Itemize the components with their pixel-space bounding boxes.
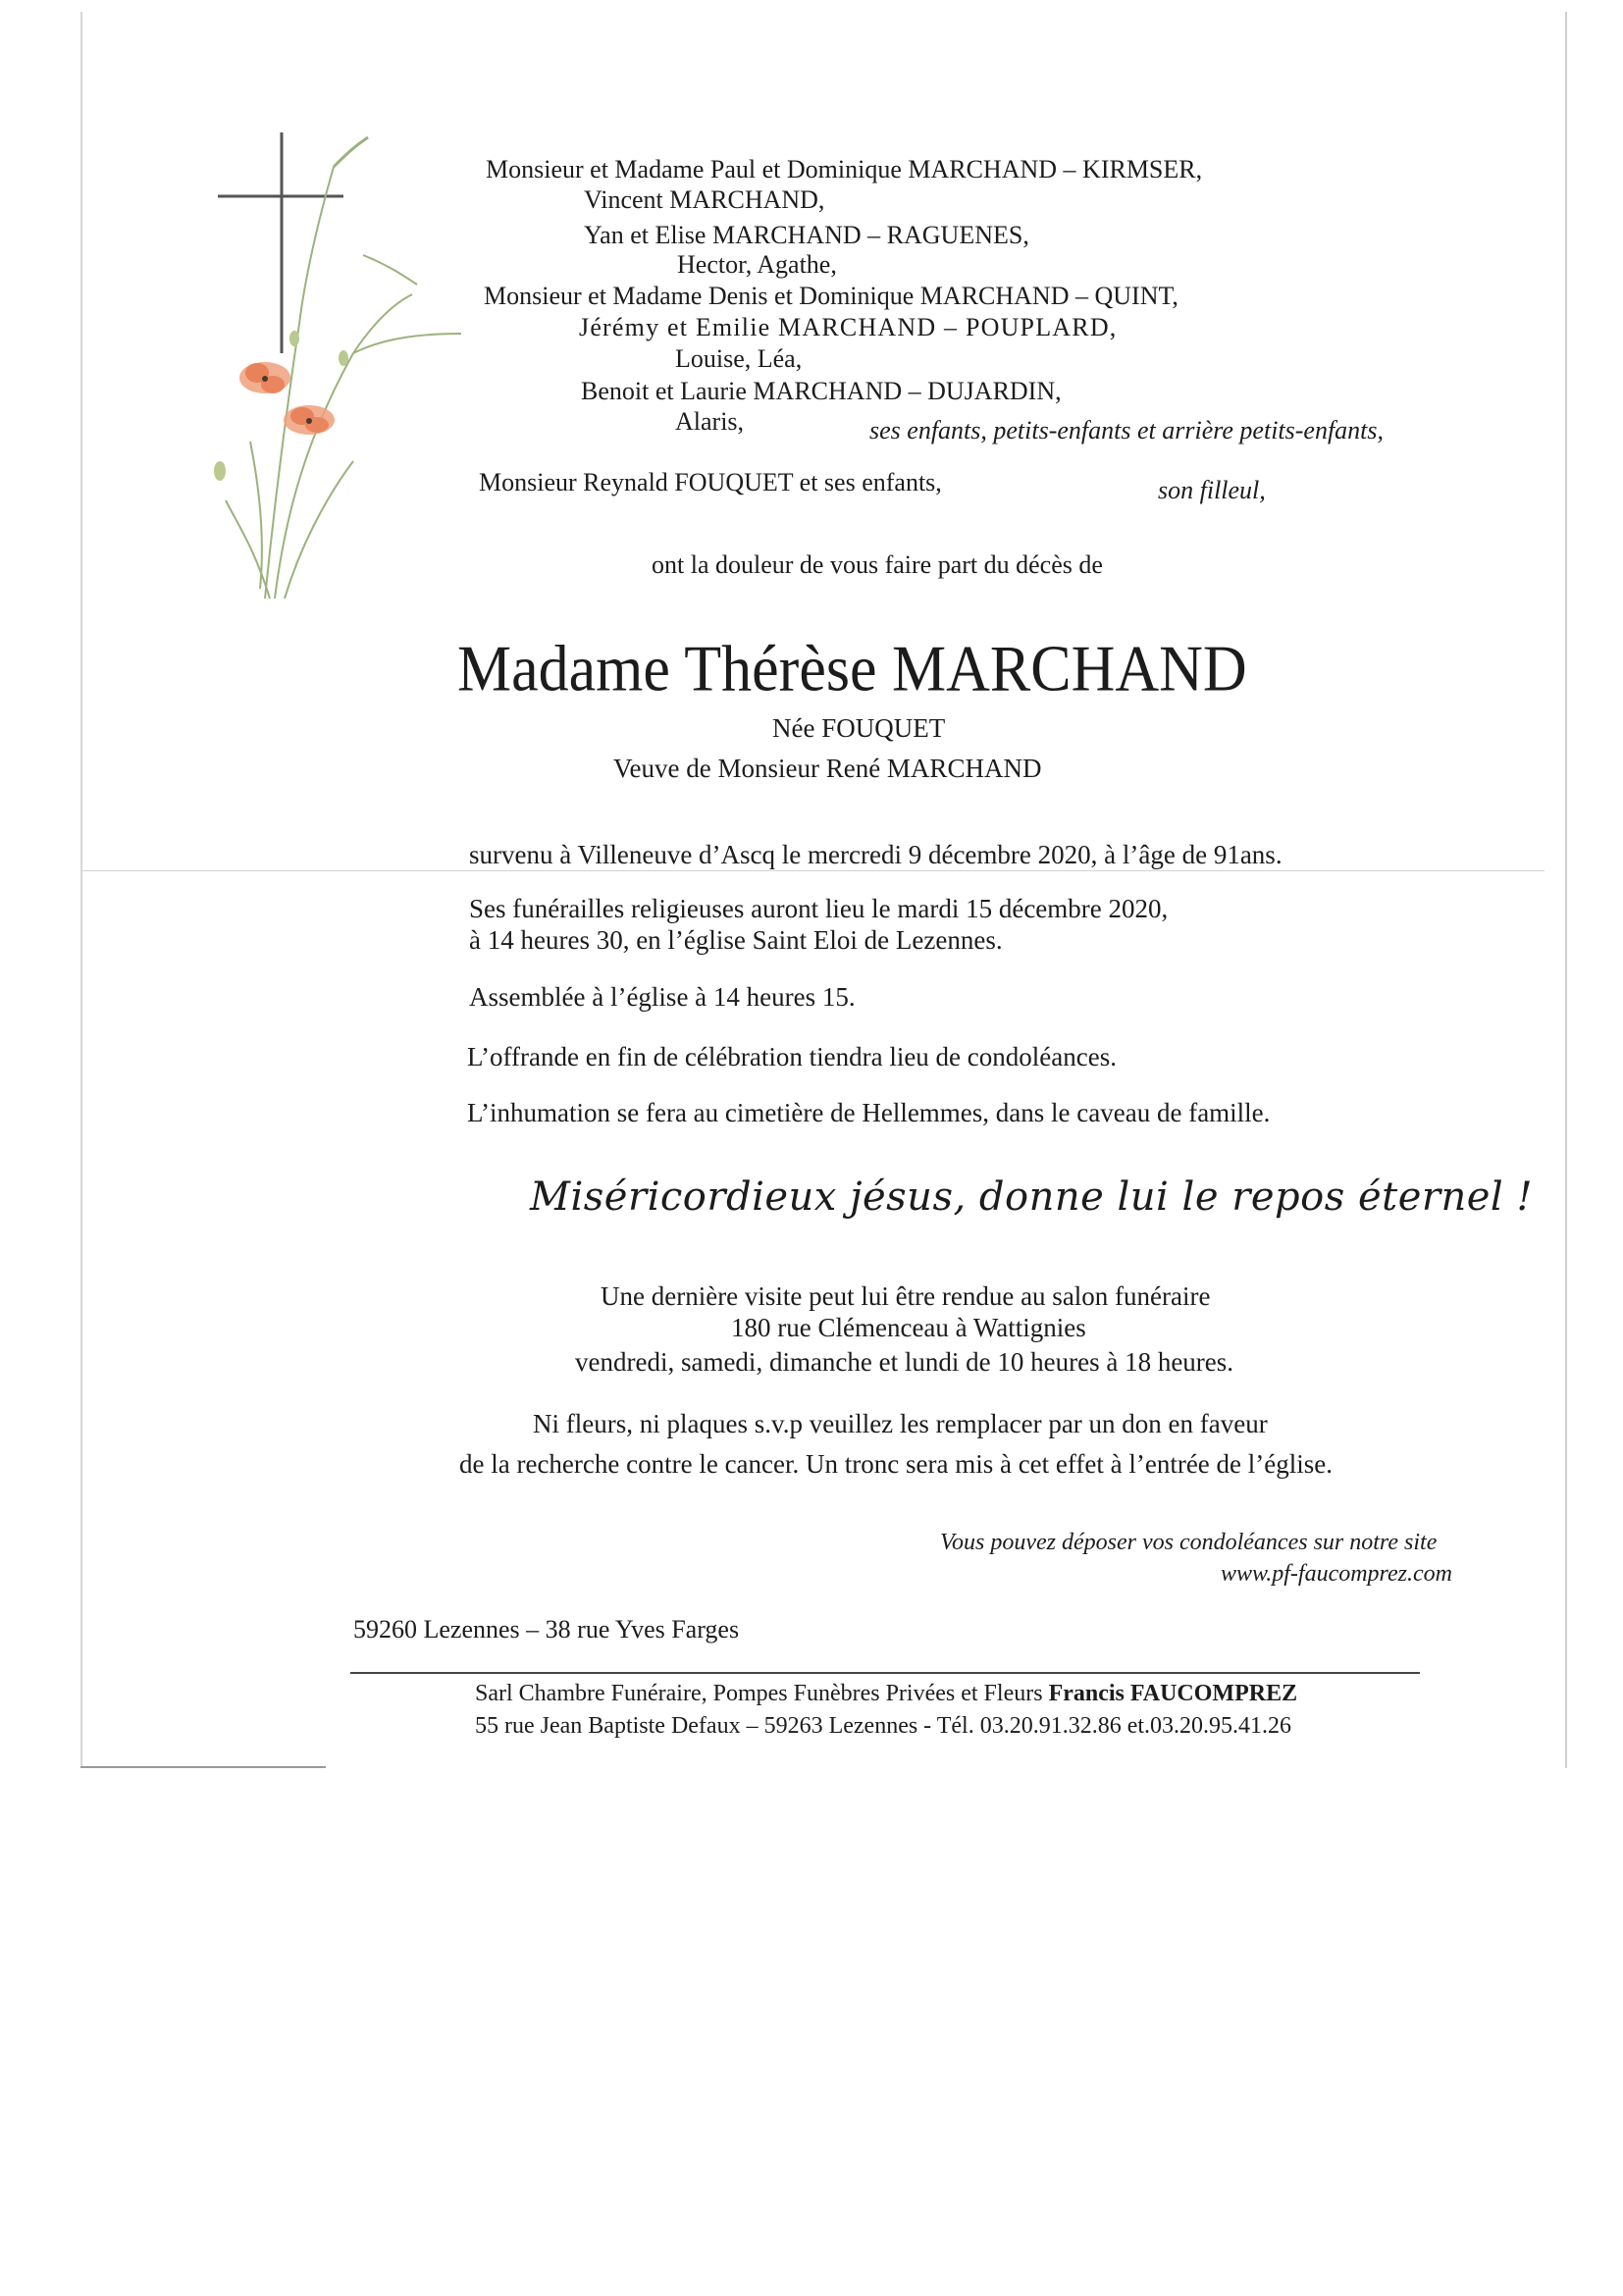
funeral-home-line-1 [475,1680,1297,1707]
funeral-line-2: à 14 heures 30, en l’église Saint Eloi de Lezennes. [469,925,1003,955]
sheet-left-edge [80,12,82,1768]
funeral-line-1: Ses funérailles religieuses auront lieu le mardi 15 décembre 2020, [469,894,1169,923]
family-address: 59260 Lezennes – 38 rue Yves Farges [353,1615,740,1644]
visit-line-3: vendredi, samedi, dimanche et lundi de 10 heures à 18 heures. [575,1347,1234,1377]
condolences-website[interactable]: www.pf-faucomprez.com [1221,1561,1452,1587]
offering-text: L’offrande en fin de célébration tiendra lieu de condoléances. [467,1042,1117,1071]
burial-text: L’inhumation se fera au cimetière de Hellemmes, dans le caveau de famille. [467,1098,1271,1127]
family-line-9: Alaris, [675,407,745,436]
visit-line-2: 180 rue Clémenceau à Wattignies [731,1313,1086,1342]
widow-of: Veuve de Monsieur René MARCHAND [613,754,1042,783]
condolences-line-1: Vous pouvez déposer vos condoléances sur notre site [940,1530,1438,1555]
relation-godson: son filleul, [1158,476,1266,504]
family-line-8: Benoit et Laurie MARCHAND – DUJARDIN, [581,377,1062,405]
family-line-5: Monsieur et Madame Denis et Dominique MARCHAND – QUINT, [484,282,1178,310]
family-line-1: Monsieur et Madame Paul et Dominique MARCHAND – KIRMSER, [486,155,1203,183]
fold-line [82,870,1544,871]
prayer-text: Miséricordieux jésus, donne lui le repos éternel ! [530,1174,1534,1220]
funeral-home-line-2: 55 rue Jean Baptiste Defaux – 59263 Lezennes - Tél. 03.20.91.32.86 et.03.20.95.41.26 [475,1713,1292,1739]
flowers-line-1: Ni fleurs, ni plaques s.v.p veuillez les remplacer par un don en faveur [533,1409,1268,1438]
cross-icon [218,132,343,353]
footer-divider [350,1672,1420,1674]
announcement-text: ont la douleur de vous faire part du décès de [652,550,1103,579]
family-line-3: Yan et Elise MARCHAND – RAGUENES, [584,221,1029,249]
sheet-right-edge [1565,12,1567,1768]
sheet-bottom-edge [80,1766,326,1768]
cross-poppy-illustration [206,128,481,618]
visit-line-1: Une dernière visite peut lui être rendue au salon funéraire [601,1281,1211,1311]
deceased-name: Madame Thérèse MARCHAND [457,633,1247,705]
maiden-name: Née FOUQUET [772,713,946,743]
flowers-line-2: de la recherche contre le cancer. Un tronc sera mis à cet effet à l’entrée de l’église. [459,1449,1333,1479]
funeral-home-name: Francis FAUCOMPREZ [1048,1681,1298,1706]
family-line-4: Hector, Agathe, [677,250,837,279]
relation-children: ses enfants, petits-enfants et arrière petits-enfants, [869,416,1385,444]
family-line-7: Louise, Léa, [675,344,803,373]
funeral-home-description: Sarl Chambre Funéraire, Pompes Funèbres Privées et Fleurs [475,1681,1049,1706]
family-line-10: Monsieur Reynald FOUQUET et ses enfants, [479,468,942,496]
family-line-6: Jérémy et Emilie MARCHAND – POUPLARD, [579,313,1118,341]
death-details: survenu à Villeneuve d’Ascq le mercredi 9 décembre 2020, à l’âge de 91ans. [469,840,1283,869]
assembly-text: Assemblée à l’église à 14 heures 15. [469,982,856,1012]
family-line-2: Vincent MARCHAND, [584,185,825,214]
